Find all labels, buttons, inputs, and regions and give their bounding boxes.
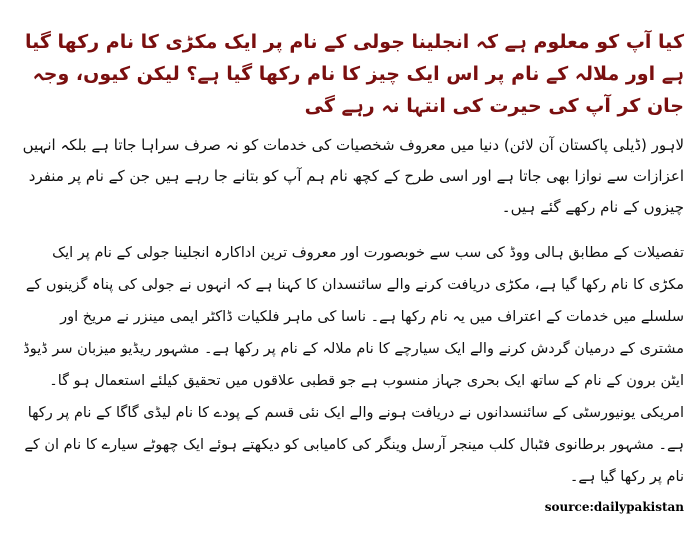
article-details-paragraph: تفصیلات کے مطابق ہالی ووڈ کی سب سے خوبصورت اور معروف ترین اداکارہ انجلینا جولی کے نام پر ایک مکڑی کا نام رکھا گیا ہے، مکڑی دریافت کرنے والے سائنسدان کا کہنا ہے کہ انہوں نے جولی کی پناہ گزینوں کے سلسلے میں خدمات کے اعتراف میں یہ نام رکھا ہے۔ ناسا کی ماہر فلکیات ڈاکٹر ایمی مینزر نے مریخ اور مشتری کے درمیان گردش کرنے والے ایک سیارچے کا نام ملالہ کے نام پر رکھا ہے۔ مشہور ریڈیو میزبان سر ڈیوڈ ایٹن برون کے نام کے ساتھ ایک بحری جہاز منسوب ہے جو قطبی علاقوں میں تحقیق کیلئے استعمال ہو گا۔ امریکی یونیورسٹی کے سائنسدانوں نے دریافت ہونے والے ایک نئی قسم کے پودے کا نام لیڈی گاگا کے نام پر رکھا ہے۔ مشہور برطانوی فٹبال کلب مینجر آرسل وینگر کی کامیابی کو دیکھتے ہوئے ایک چھوٹے سیارے کا نام ان کے نام پر رکھا گیا ہے۔ <box>23 245 684 485</box>
article-intro-paragraph: لاہور (ڈیلی پاکستان آن لائن) دنیا میں معروف شخصیات کی خدمات کو نہ صرف سراہا جاتا ہے بلکہ انہیں اعزازات سے نوازا بھی جاتا ہے اور اسی طرح کے کچھ نام ہم آپ کو بتانے جا رہے ہیں جن کے نام پر منفرد چیزوں کے نام رکھے گئے ہیں۔ <box>22 136 684 216</box>
article-headline: کیا آپ کو معلوم ہے کہ انجلینا جولی کے نام پر ایک مکڑی کا نام رکھا گیا ہے اور ملالہ کے نام پر اس ایک چیز کا نام رکھا گیا ہے؟ لیکن کیوں، وجہ جان کر آپ کی حیرت کی انتہا نہ رہے گی <box>24 31 684 117</box>
source-credit: source:dailypakistan <box>544 500 684 514</box>
article-body <box>14 26 684 493</box>
